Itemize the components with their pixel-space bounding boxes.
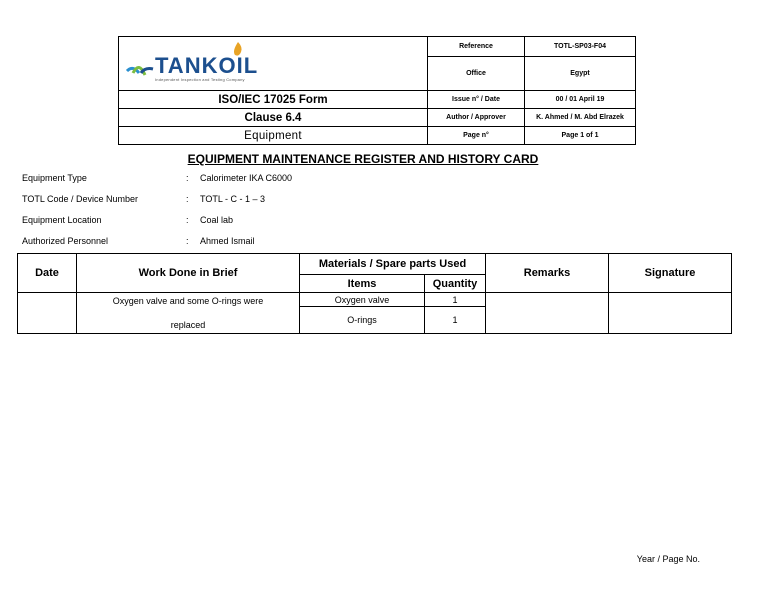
cell-quantity: 1 [425,293,486,307]
logo-brand-text: TANKOIL [155,53,259,78]
cell-signature [609,293,732,334]
info-value: Coal lab [200,215,234,225]
info-value: TOTL - C - 1 – 3 [200,194,266,204]
office-label: Office [428,57,525,91]
column-header-quantity: Quantity [425,275,486,293]
column-header-materials: Materials / Spare parts Used [300,254,486,275]
page-label: Page n° [428,127,525,145]
column-header-remarks: Remarks [486,254,609,293]
author-label: Author / Approver [428,109,525,127]
info-value: Ahmed Ismail [200,236,255,246]
clause-number: Clause 6.4 [119,109,428,127]
column-header-items: Items [300,275,425,293]
author-value: K. Ahmed / M. Abd Elrazek [525,109,636,127]
cell-quantity: 1 [425,307,486,334]
table-row [18,293,732,307]
info-colon: : [186,173,189,183]
office-value: Egypt [525,57,636,91]
info-label: Authorized Personnel [22,236,109,246]
equipment-heading: Equipment [119,127,428,145]
maintenance-register-table [17,253,732,334]
column-header-work: Work Done in Brief [77,254,300,293]
cell-work-done [77,293,300,334]
cell-item: O-rings [300,307,425,334]
info-value: Calorimeter IKA C6000 [200,173,293,183]
page-value: Page 1 of 1 [525,127,636,145]
work-line: Oxygen valve and some O-rings were [112,295,264,306]
column-header-signature: Signature [609,254,732,293]
company-logo [119,37,428,91]
cell-item: Oxygen valve [300,293,425,307]
logo-tagline: Independent Inspection and Testing Company [155,77,245,82]
column-header-date: Date [18,254,77,293]
issue-value: 00 / 01 April 19 [525,91,636,109]
info-label: TOTL Code / Device Number [22,194,139,204]
info-colon: : [186,236,189,246]
info-label: Equipment Type [22,173,87,183]
info-colon: : [186,215,189,225]
document-header [118,36,636,145]
cell-remarks [486,293,609,334]
reference-value: TOTL-SP03-F04 [525,37,636,57]
info-label: Equipment Location [22,215,102,225]
reference-label: Reference [428,37,525,57]
document-title: EQUIPMENT MAINTENANCE REGISTER AND HISTORY CARD [187,152,539,166]
issue-label: Issue n° / Date [428,91,525,109]
logo-swoosh-icon [125,51,155,81]
form-name: ISO/IEC 17025 Form [119,91,428,109]
footer-year-page: Year / Page No. [636,554,700,564]
work-line: replaced [170,319,206,330]
cell-date [18,293,77,334]
info-colon: : [186,194,189,204]
